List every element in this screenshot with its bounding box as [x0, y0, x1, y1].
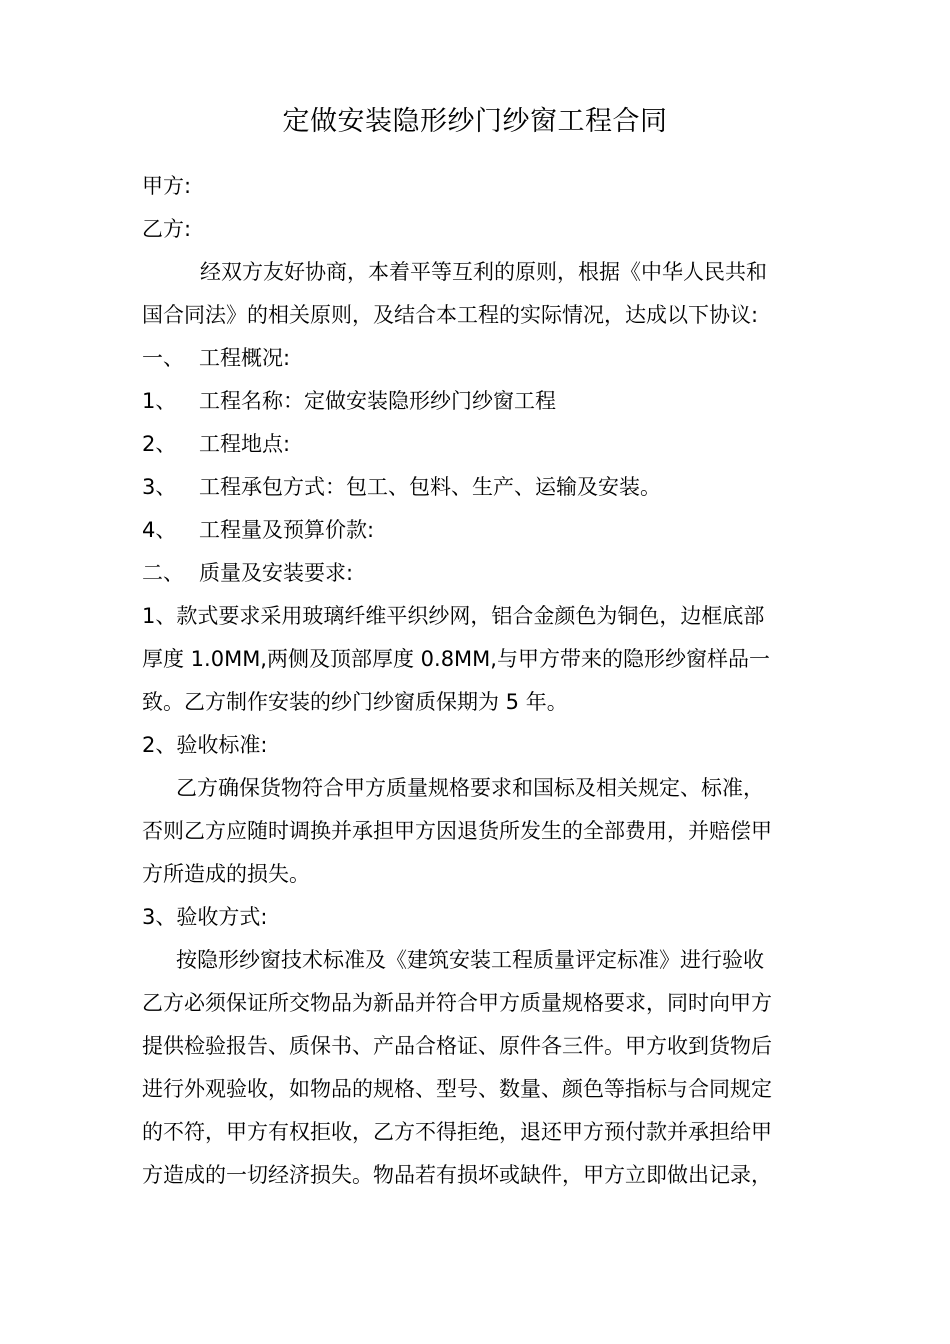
- acceptance-method-line-2: 乙方必须保证所交物品为新品并符合甲方质量规格要求，同时向甲方: [142, 991, 772, 1015]
- item-text: 工程量及预算价款:: [199, 518, 375, 542]
- item-number: 3、: [142, 475, 177, 499]
- acceptance-method-line-6: 方造成的一切经济损失。物品若有损坏或缺件，甲方立即做出记录，: [142, 1163, 772, 1187]
- section-2-heading: [142, 558, 353, 588]
- item-text: 工程地点:: [199, 432, 291, 456]
- section-1-item-3: [142, 472, 661, 502]
- requirement-line-2: 厚度 1.0MM,两侧及顶部厚度 0.8MM,与甲方带来的隐形纱窗样品一: [142, 647, 770, 671]
- requirement-line-3: 致。乙方制作安装的纱门纱窗质保期为 5 年。: [142, 690, 568, 714]
- acceptance-method-line-3: 提供检验报告、质保书、产品合格证、原件各三件。甲方收到货物后: [142, 1034, 772, 1058]
- section-1-number: 一、: [142, 346, 184, 370]
- item-text: 工程名称：定做安装隐形纱门纱窗工程: [199, 389, 556, 413]
- section-1-item-4: [142, 515, 374, 545]
- item-number: 4、: [142, 518, 177, 542]
- acceptance-method-line-1: 按隐形纱窗技术标准及《建筑安装工程质量评定标准》进行验收: [176, 948, 764, 972]
- section-1-item-2: [142, 429, 290, 459]
- acceptance-method-line-4: 进行外观验收，如物品的规格、型号、数量、颜色等指标与合同规定: [142, 1077, 772, 1101]
- section-1-item-1: [142, 386, 556, 416]
- preamble-line-1: 经双方友好协商，本着平等互利的原则，根据《中华人民共和: [200, 260, 767, 284]
- acceptance-standard-title: 2、验收标准:: [142, 733, 268, 757]
- acceptance-standard-line-1: 乙方确保货物符合甲方质量规格要求和国标及相关规定、标准，: [176, 776, 764, 800]
- section-1-heading: [142, 343, 290, 373]
- item-text: 工程承包方式：包工、包料、生产、运输及安装。: [199, 475, 661, 499]
- preamble-line-2: 国合同法》的相关原则，及结合本工程的实际情况，达成以下协议:: [142, 303, 759, 327]
- item-number: 1、: [142, 389, 177, 413]
- document-title: 定做安装隐形纱门纱窗工程合同: [282, 106, 668, 137]
- requirement-line-1: 1、款式要求采用玻璃纤维平织纱网，铝合金颜色为铜色，边框底部: [142, 604, 765, 628]
- acceptance-method-line-5: 的不符，甲方有权拒收，乙方不得拒绝，退还甲方预付款并承担给甲: [142, 1120, 772, 1144]
- acceptance-method-title: 3、验收方式:: [142, 905, 268, 929]
- section-1-title: 工程概况:: [199, 346, 291, 370]
- party-a-label: 甲方:: [142, 174, 192, 198]
- acceptance-standard-line-2: 否则乙方应随时调换并承担甲方因退货所发生的全部费用，并赔偿甲: [142, 819, 772, 843]
- party-b-label: 乙方:: [142, 217, 192, 241]
- item-number: 2、: [142, 432, 177, 456]
- acceptance-standard-line-3: 方所造成的损失。: [142, 862, 310, 886]
- section-2-number: 二、: [142, 561, 184, 585]
- section-2-title: 质量及安装要求:: [199, 561, 354, 585]
